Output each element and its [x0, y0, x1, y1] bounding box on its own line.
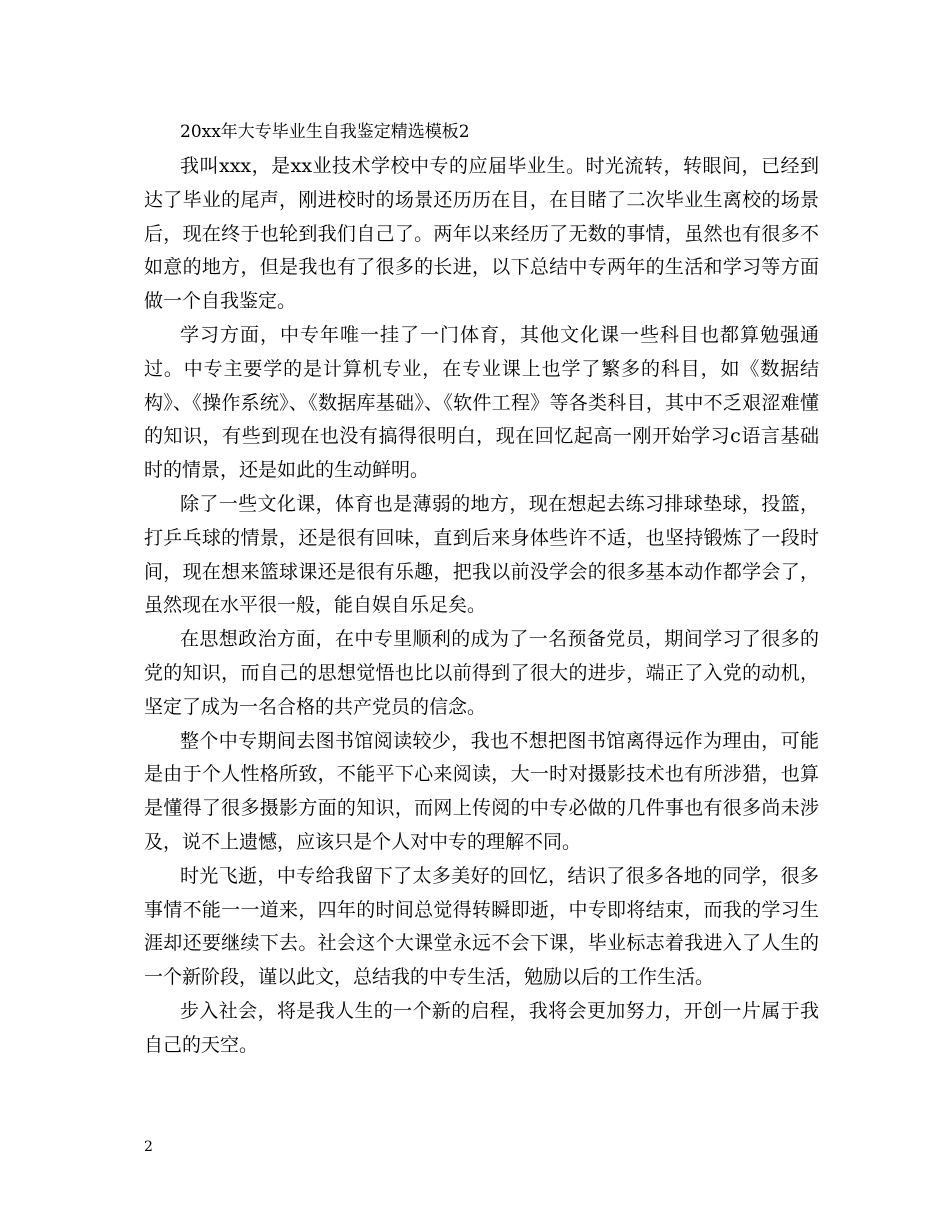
paragraph-sports: 除了一些文化课，体育也是薄弱的地方，现在想起去练习排球垫球，投篮，打乒乓球的情景，还是很有回味，直到后来身体些许不适，也坚持锻炼了一段时间，现在想来篮球课还是很有乐趣，把我以前没学会的很多基本动作都学会了，虽然现在水平很一般，能自娱自乐足矣。: [144, 492, 819, 617]
page-number: 2: [144, 1139, 153, 1155]
document-body: [144, 150, 819, 1063]
paragraph-conclusion: 步入社会，将是我人生的一个新的启程，我将会更加努力，开创一片属于我自己的天空。: [144, 999, 819, 1056]
document-title: 20xx年大专毕业生自我鉴定精选模板2: [180, 122, 470, 142]
paragraph-politics: 在思想政治方面，在中专里顺利的成为了一名预备党员，期间学习了很多的党的知识，而自己的思想觉悟也比以前得到了很大的进步，端正了入党的动机，坚定了成为一名合格的共产党员的信念。: [144, 628, 819, 718]
paragraph-study: 学习方面，中专年唯一挂了一门体育，其他文化课一些科目也都算勉强通过。中专主要学的是计算机专业，在专业课上也学了繁多的科目，如《数据结构》、《操作系统》、《数据库基础》、《软件工程》等各类科目，其中不乏艰涩难懂的知识，有些到现在也没有搞得很明白，现在回忆起高一刚开始学习c语言基础时的情景，还是如此的生动鲜明。: [144, 323, 819, 482]
paragraph-reading: 整个中专期间去图书馆阅读较少，我也不想把图书馆离得远作为理由，可能是由于个人性格所致，不能平下心来阅读，大一时对摄影技术也有所涉猎，也算是懂得了很多摄影方面的知识，而网上传阅的中专必做的几件事也有很多尚未涉及，说不上遗憾，应该只是个人对中专的理解不同。: [144, 729, 819, 853]
paragraph-memories: 时光飞逝，中专给我留下了太多美好的回忆，结识了很多各地的同学，很多事情不能一一道来，四年的时间总觉得转瞬即逝，中专即将结束，而我的学习生涯却还要继续下去。社会这个大课堂永远不会下课，毕业标志着我进入了人生的一个新阶段，谨以此文，总结我的中专生活，勉励以后的工作生活。: [144, 864, 819, 989]
paragraph-introduction: 我叫xxx，是xx业技术学校中专的应届毕业生。时光流转，转眼间，已经到达了毕业的尾声，刚进校时的场景还历历在目，在目睹了二次毕业生离校的场景后，现在终于也轮到我们自己了。两年以来经历了无数的事情，虽然也有很多不如意的地方，但是我也有了很多的长进，以下总结中专两年的生活和学习等方面做一个自我鉴定。: [144, 155, 819, 313]
